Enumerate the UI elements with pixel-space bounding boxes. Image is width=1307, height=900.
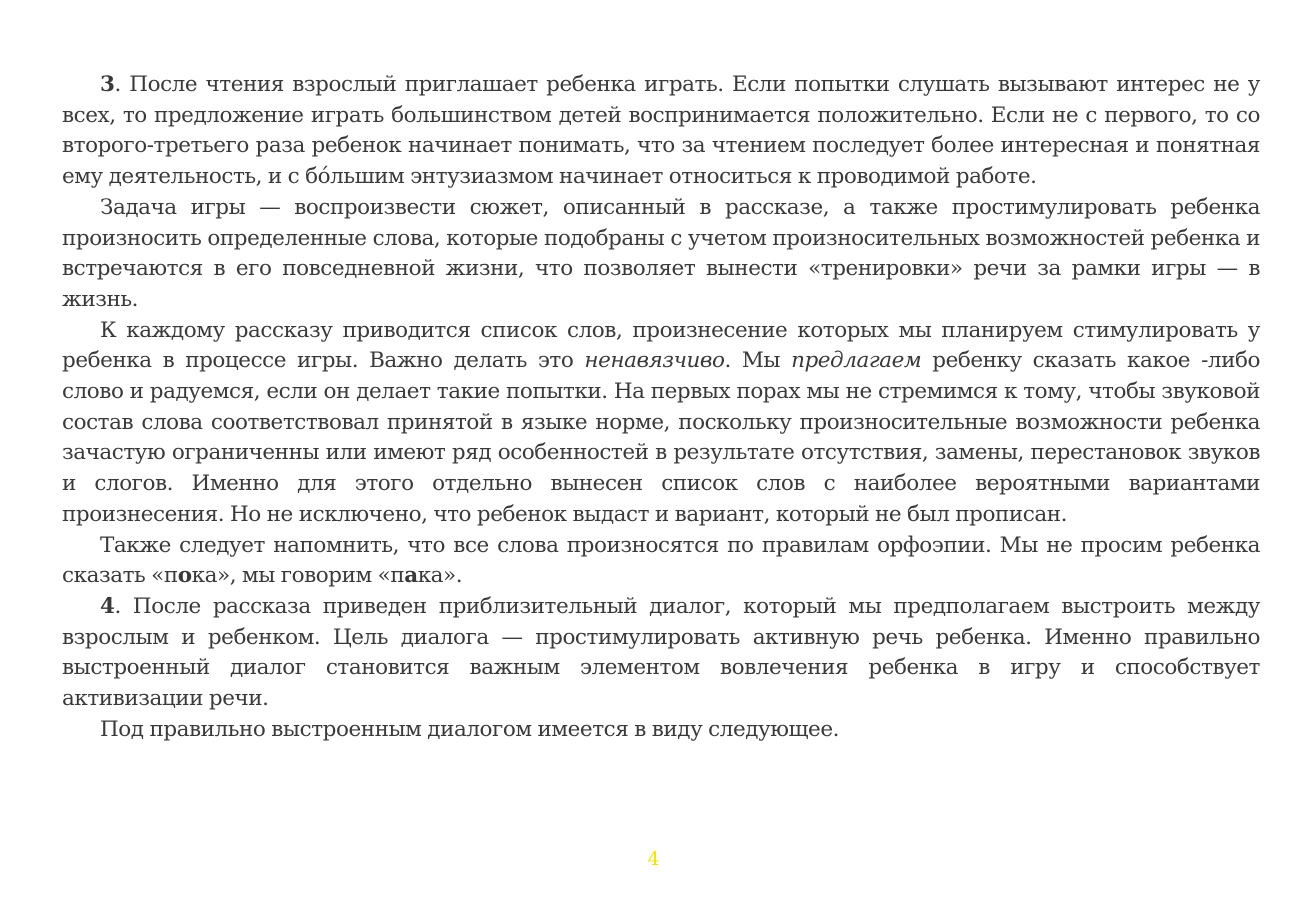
paragraph-orthoepy	[62, 531, 1260, 592]
paragraph-dialog-intro	[62, 715, 1260, 746]
paragraph-game-task	[62, 193, 1260, 316]
emphasis-text: ненавязчиво	[584, 348, 725, 374]
paragraph-text: Также следует напомнить, что все слова произносятся по правилам орфоэпии. Мы не просим ребенка сказать «п	[62, 532, 1260, 589]
paragraph-4	[62, 592, 1260, 715]
paragraph-text: К каждому рассказу приводится список слов, произнесение которых мы планируем стимулировать у ребенка в процессе игры. Важно делать это	[62, 317, 1260, 374]
paragraph-text: . Мы	[724, 348, 792, 374]
paragraph-text: ка».	[417, 563, 463, 589]
paragraph-number: 3	[100, 72, 115, 97]
paragraph-word-list	[62, 316, 1260, 531]
emphasis-text: предлагаем	[791, 348, 922, 374]
paragraph-text: Задача игры — воспроизвести сюжет, описанный в рассказе, а также простимулировать ребенка произносить определенные слова, которые подобраны с учетом произносительных возможностей ребенка и встречаются в его повседневной жизни, что позволяет вынести «тренировки» речи за рамки игры — в жизнь.	[62, 194, 1260, 312]
paragraph-text: . После рассказа приведен приблизительный диалог, который мы предполагаем выстроить между взрослым и ребенком. Цель диалога — простимулировать активную речь ребенка. Именно правильно выстроенный диалог становится важным элементом вовлечения ребенка в игру и способствует активизации речи.	[62, 593, 1260, 712]
stressed-letter: о	[177, 563, 192, 589]
paragraph-text: ребенку сказать какое -либо слово и радуемся, если он делает такие попытки. На первых порах мы не стремимся к тому, чтобы звуковой состав слова соответствовал принятой в языке норме, поскольку произносительные возможности ребенка зачастую ограниченны или имеют ряд особенностей в результате отсутствия, замены, перестановок звуков и слогов. Именно для этого отдельно вынесен список слов с наиболее вероятными вариантами произнесения. Но не исключено, что ребенок выдаст и вариант, который не был прописан.	[62, 348, 1260, 527]
stressed-letter: а	[404, 563, 418, 589]
paragraph-text: Под правильно выстроенным диалогом имеется в виду следующее.	[100, 716, 839, 742]
paragraph-3	[62, 70, 1260, 193]
paragraph-text: . После чтения взрослый приглашает ребенка играть. Если попытки слушать вызывают интерес не у всех, то предложение играть большинством детей воспринимается положительно. Если не с первого, то со второго-третьего раза ребенок начинает понимать, что за чтением последует более интересная и понятная ему деятельность, и с бóльшим энтузиазмом начинает относиться к проводимой работе.	[62, 72, 1260, 190]
paragraph-text: ка», мы говорим «п	[191, 563, 405, 589]
page-number: 4	[647, 848, 660, 870]
paragraph-number: 4	[100, 593, 115, 619]
page-body	[62, 70, 1260, 745]
